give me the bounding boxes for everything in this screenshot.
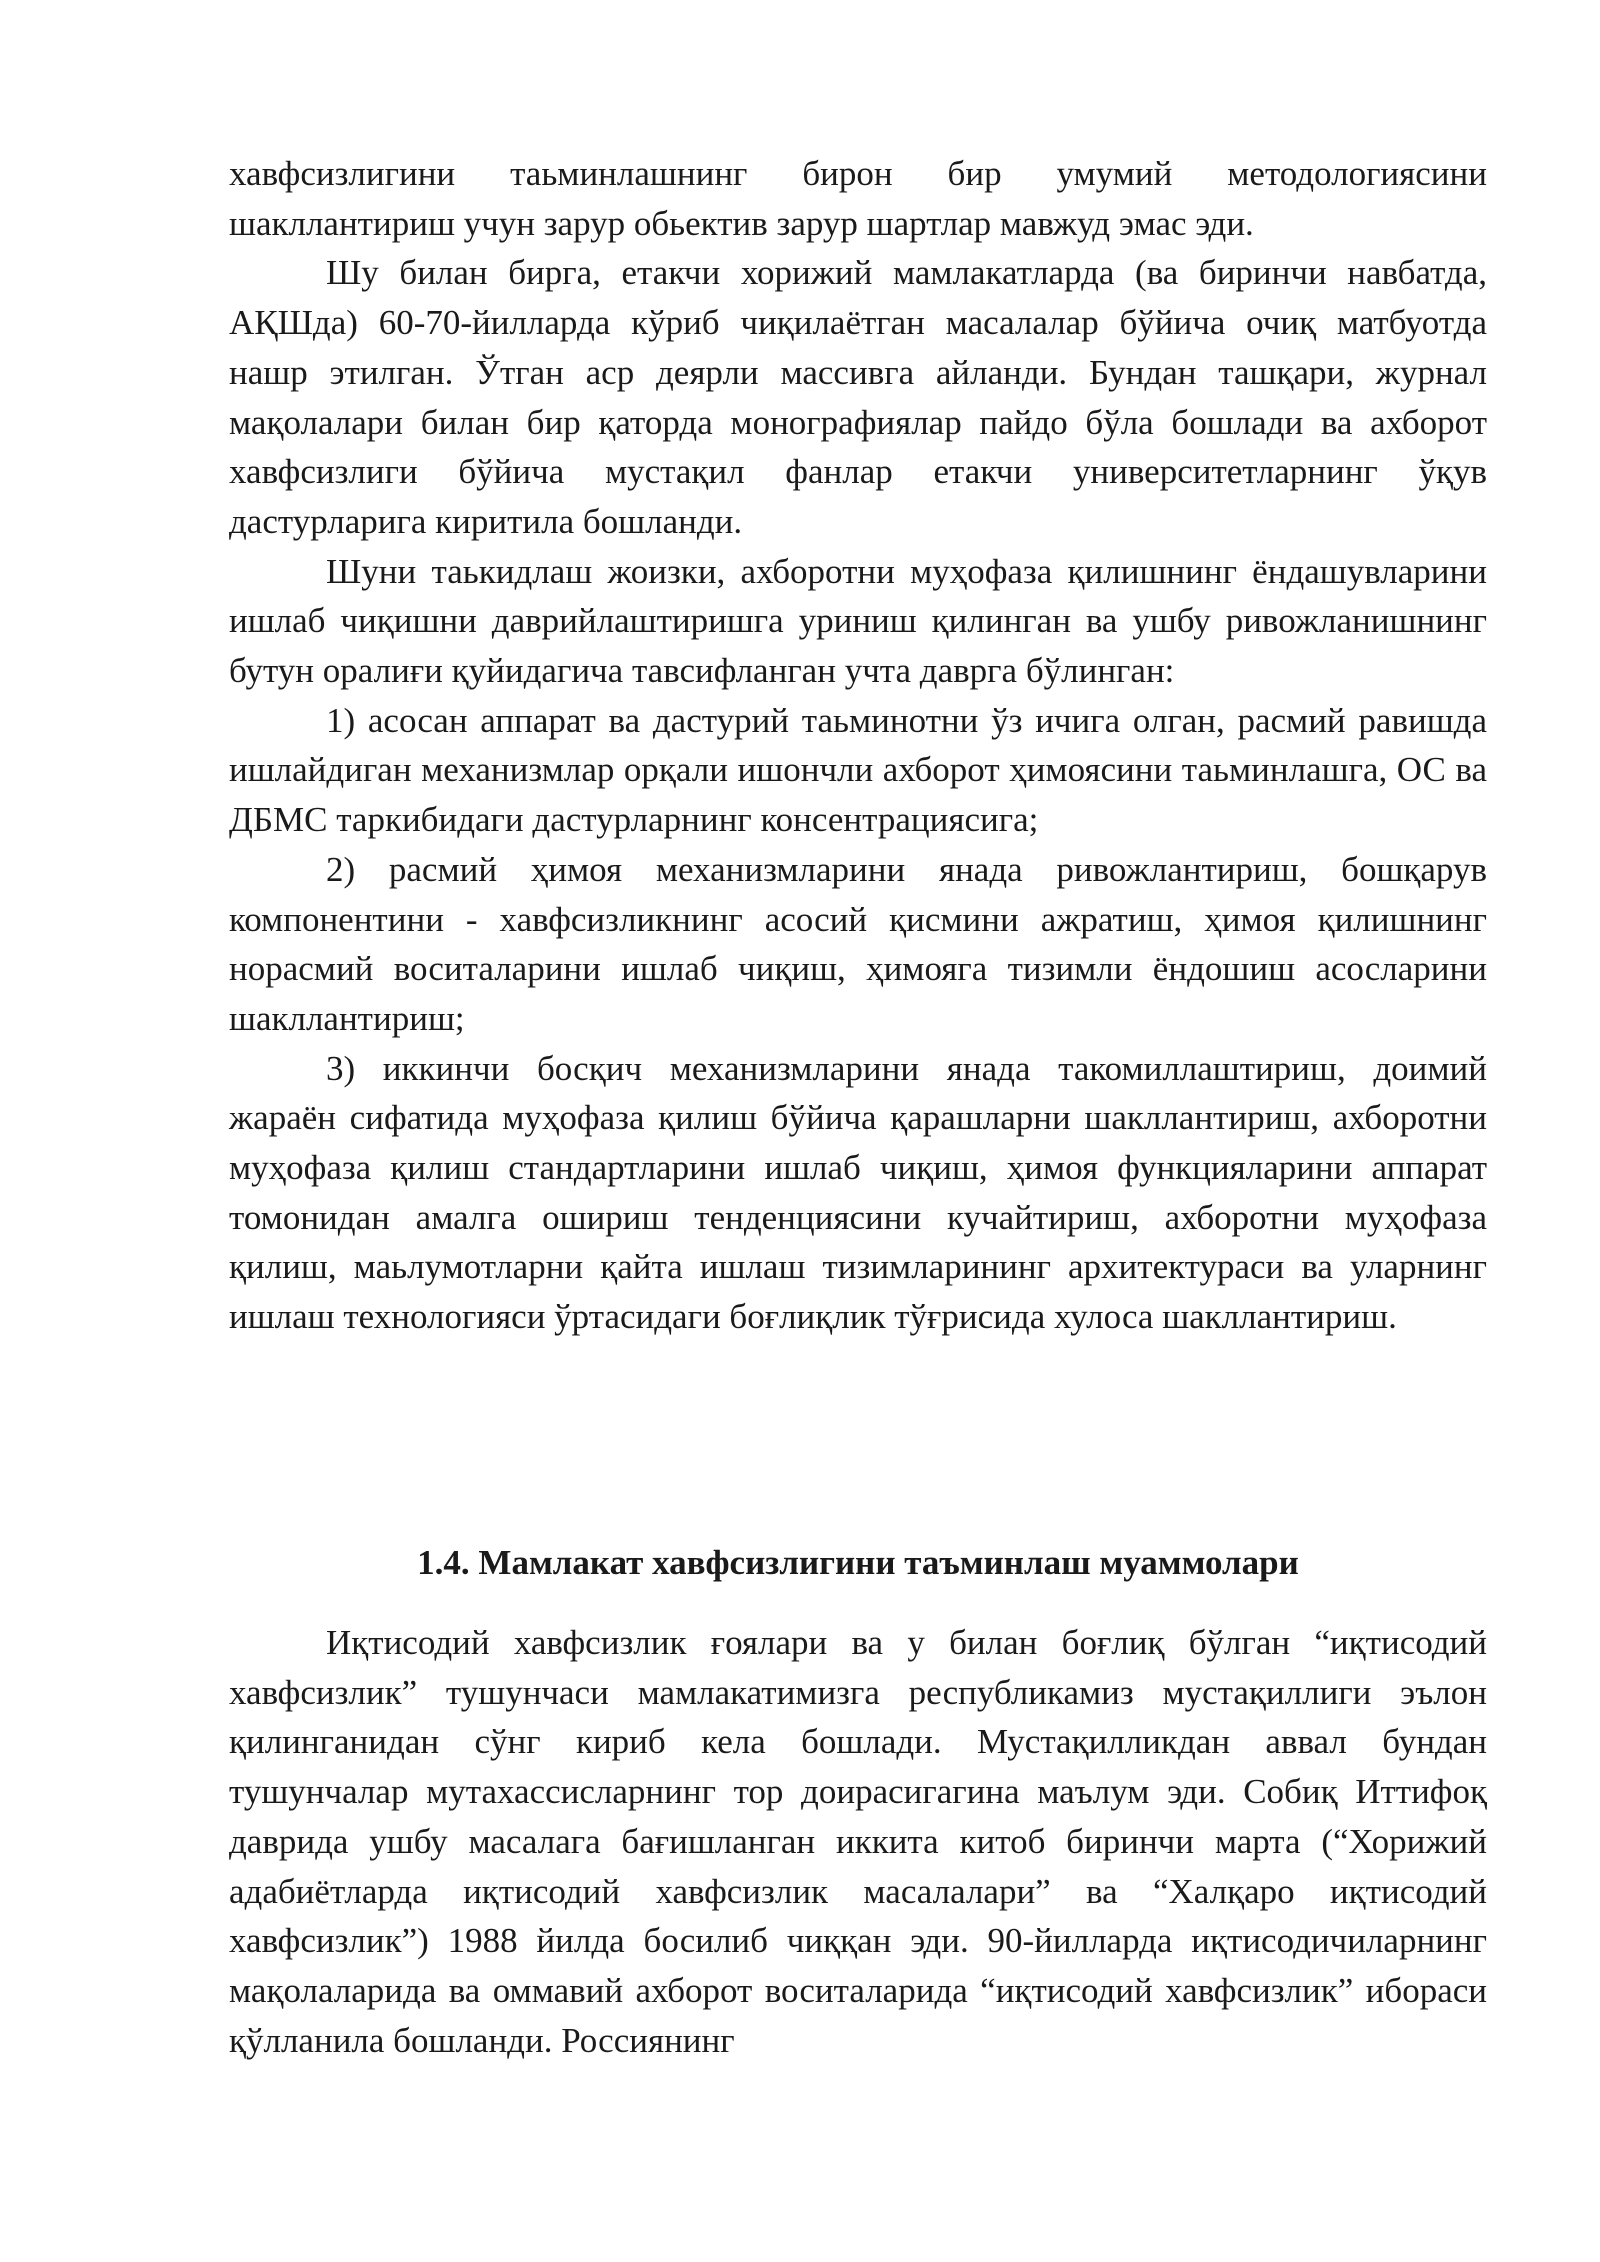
paragraph-economic-security: Иқтисодий хавфсизлик ғоялари ва у билан боғлиқ бўлган “иқтисодий хавфсизлик” тушунчаси мамлакатимизга республикамиз мустақиллиги эълон қилинганидан сўнг кириб кела бошлади. Мустақилликдан аввал бундан тушунчалар мутахассисларнинг тор доирасигагина маълум эди. Собиқ Иттифоқ даврида ушбу масалага бағишланган иккита китоб биринчи марта (“Хорижий адабиётларда иқтисодий хавфсизлик масалалари” ва “Халқаро иқтисодий хавфсизлик”) 1988 йилда босилиб чиққан эди. 90-йилларда иқтисодичиларнинг мақолаларида ва оммавий ахборот воситаларида “иқтисодий хавфсизлик” ибораси қўлланила бошланди. Россиянинг [229,1623,1487,2060]
paragraph-periodization: Шуни таькидлаш жоизки, ахборотни муҳофаза қилишнинг ёндашувларини ишлаб чиқишни даврийлаштиришга уриниш қилинган ва ушбу ривожланишнинг бутун оралиғи қуйидагича тавсифланган учта даврга бўлинган: [229,551,1487,691]
body-text-bottom [229,1618,1487,2065]
body-text-top [229,149,1487,1342]
list-item-period-2: 2) расмий ҳимоя механизмларини янада ривожлантириш, бошқарув компонентини - хавфсизликнинг асосий қисмини ажратиш, ҳимоя қилишнинг норасмий воситаларини ишлаб чиқиш, ҳимояга тизимли ёндошиш асосларини шакллантириш; [229,849,1487,1038]
list-item-period-3: 3) иккинчи босқич механизмларини янада такомиллаштириш, доимий жараён сифатида муҳофаза қилиш бўйича қарашларни шакллантириш, ахборотни муҳофаза қилиш стандартларини ишлаб чиқиш, ҳимоя функцияларини аппарат томонидан амалга ошириш тенденциясини кучайтириш, ахборотни муҳофаза қилиш, маьлумотларни қайта ишлаш тизимларининг архитектураси ва уларнинг ишлаш технологияси ўртасидаги боғлиқлик тўғрисида хулоса шакллантириш. [229,1048,1487,1337]
paragraph-continuation: хавфсизлигини таьминлашнинг бирон бир умумий методологиясини шакллантириш учун зарур обьектив зарур шартлар мавжуд эмас эди. [229,154,1487,243]
section-heading: 1.4. Мамлакат хавфсизлигини таъминлаш муаммолари [417,1543,1299,1582]
list-item-period-1: 1) асосан аппарат ва дастурий таьминотни ўз ичига олган, расмий равишда ишлайдиган механизмлар орқали ишончли ахборот ҳимоясини таьминлашга, ОС ва ДБМС таркибидаги дастурларнинг консентрациясига; [229,700,1487,840]
paragraph-foreign-publications: Шу билан бирга, етакчи хорижий мамлакатларда (ва биринчи навбатда, АҚШда) 60-70-йилларда кўриб чиқилаётган масалалар бўйича очиқ матбуотда нашр этилган. Ўтган аср деярли массивга айланди. Бундан ташқари, журнал мақолалари билан бир қаторда монографиялар пайдо бўла бошлади ва ахборот хавфсизлиги бўйича мустақил фанлар етакчи университетларнинг ўқув дастурларига киритила бошланди. [229,253,1487,541]
